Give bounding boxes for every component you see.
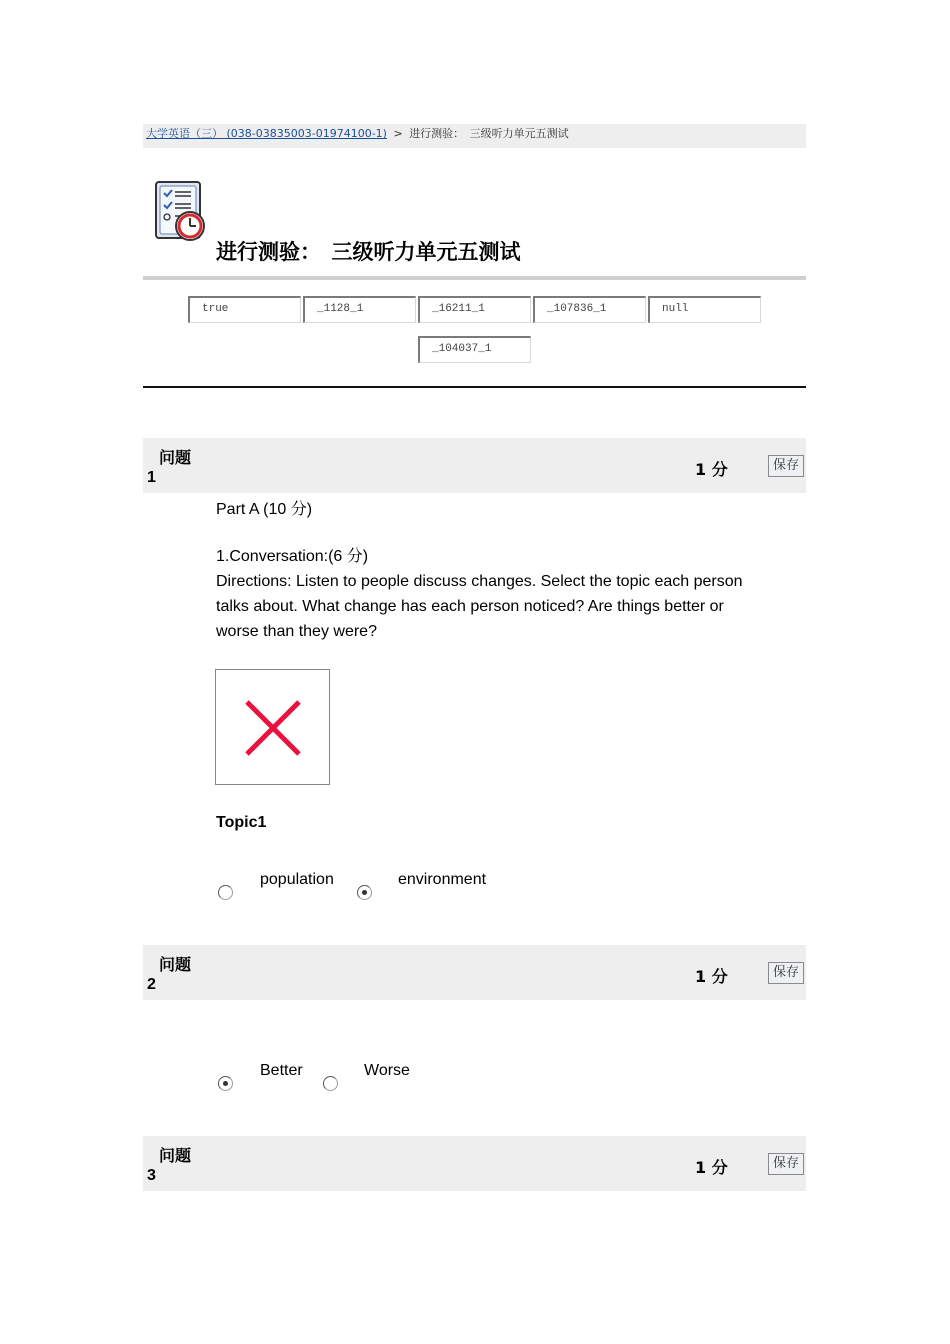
field-box[interactable]: _107836_1 xyxy=(533,296,646,323)
field-box[interactable]: true xyxy=(188,296,301,323)
radio-environment[interactable] xyxy=(357,885,372,900)
radio-better[interactable] xyxy=(218,1076,233,1091)
question-points: 1 分 xyxy=(695,460,728,479)
field-box[interactable]: _16211_1 xyxy=(418,296,531,323)
save-button[interactable]: 保存 xyxy=(768,1153,804,1175)
breadcrumb-separator: > xyxy=(393,127,403,140)
option-label: Better xyxy=(260,1062,303,1079)
quiz-timer-icon xyxy=(153,180,209,242)
field-box[interactable]: _1128_1 xyxy=(303,296,416,323)
question-label: 问题 xyxy=(159,1146,192,1165)
radio-worse[interactable] xyxy=(323,1076,338,1091)
breadcrumb-course-link[interactable]: 大学英语（三） (038-03835003-01974100-1) xyxy=(146,127,387,140)
question-label: 问题 xyxy=(159,955,192,974)
title-divider xyxy=(143,276,806,280)
breadcrumb-current: 进行测验： 三级听力单元五测试 xyxy=(409,127,569,140)
question-points: 1 分 xyxy=(695,967,728,986)
question-number: 2 xyxy=(147,976,156,993)
option-label: environment xyxy=(398,871,487,888)
option-label: population xyxy=(260,871,334,888)
topic-label: Topic1 xyxy=(216,814,267,831)
section-heading: 1.Conversation:(6 分) xyxy=(216,548,369,565)
save-button[interactable]: 保存 xyxy=(768,455,804,477)
page-title: 进行测验： 三级听力单元五测试 xyxy=(216,240,521,264)
broken-image-x-icon xyxy=(216,670,329,784)
section-divider xyxy=(143,386,806,388)
question-header-1 xyxy=(143,438,806,493)
field-box[interactable]: null xyxy=(648,296,761,323)
question-header-3 xyxy=(143,1136,806,1191)
question-points: 1 分 xyxy=(695,1158,728,1177)
question-number: 3 xyxy=(147,1167,156,1184)
question-header-2 xyxy=(143,945,806,1000)
field-box[interactable]: _104037_1 xyxy=(418,336,531,363)
question-label: 问题 xyxy=(159,448,192,467)
breadcrumb xyxy=(143,124,806,148)
broken-image xyxy=(215,669,330,785)
part-heading: Part A (10 分) xyxy=(216,501,313,518)
radio-population[interactable] xyxy=(218,885,233,900)
save-button[interactable]: 保存 xyxy=(768,962,804,984)
option-label: Worse xyxy=(364,1062,410,1079)
question-number: 1 xyxy=(147,469,156,486)
directions-text: Directions: Listen to people discuss changes. Select the topic each person talks about. What change has each person noticed? Are things better or worse than they were? xyxy=(216,573,743,640)
